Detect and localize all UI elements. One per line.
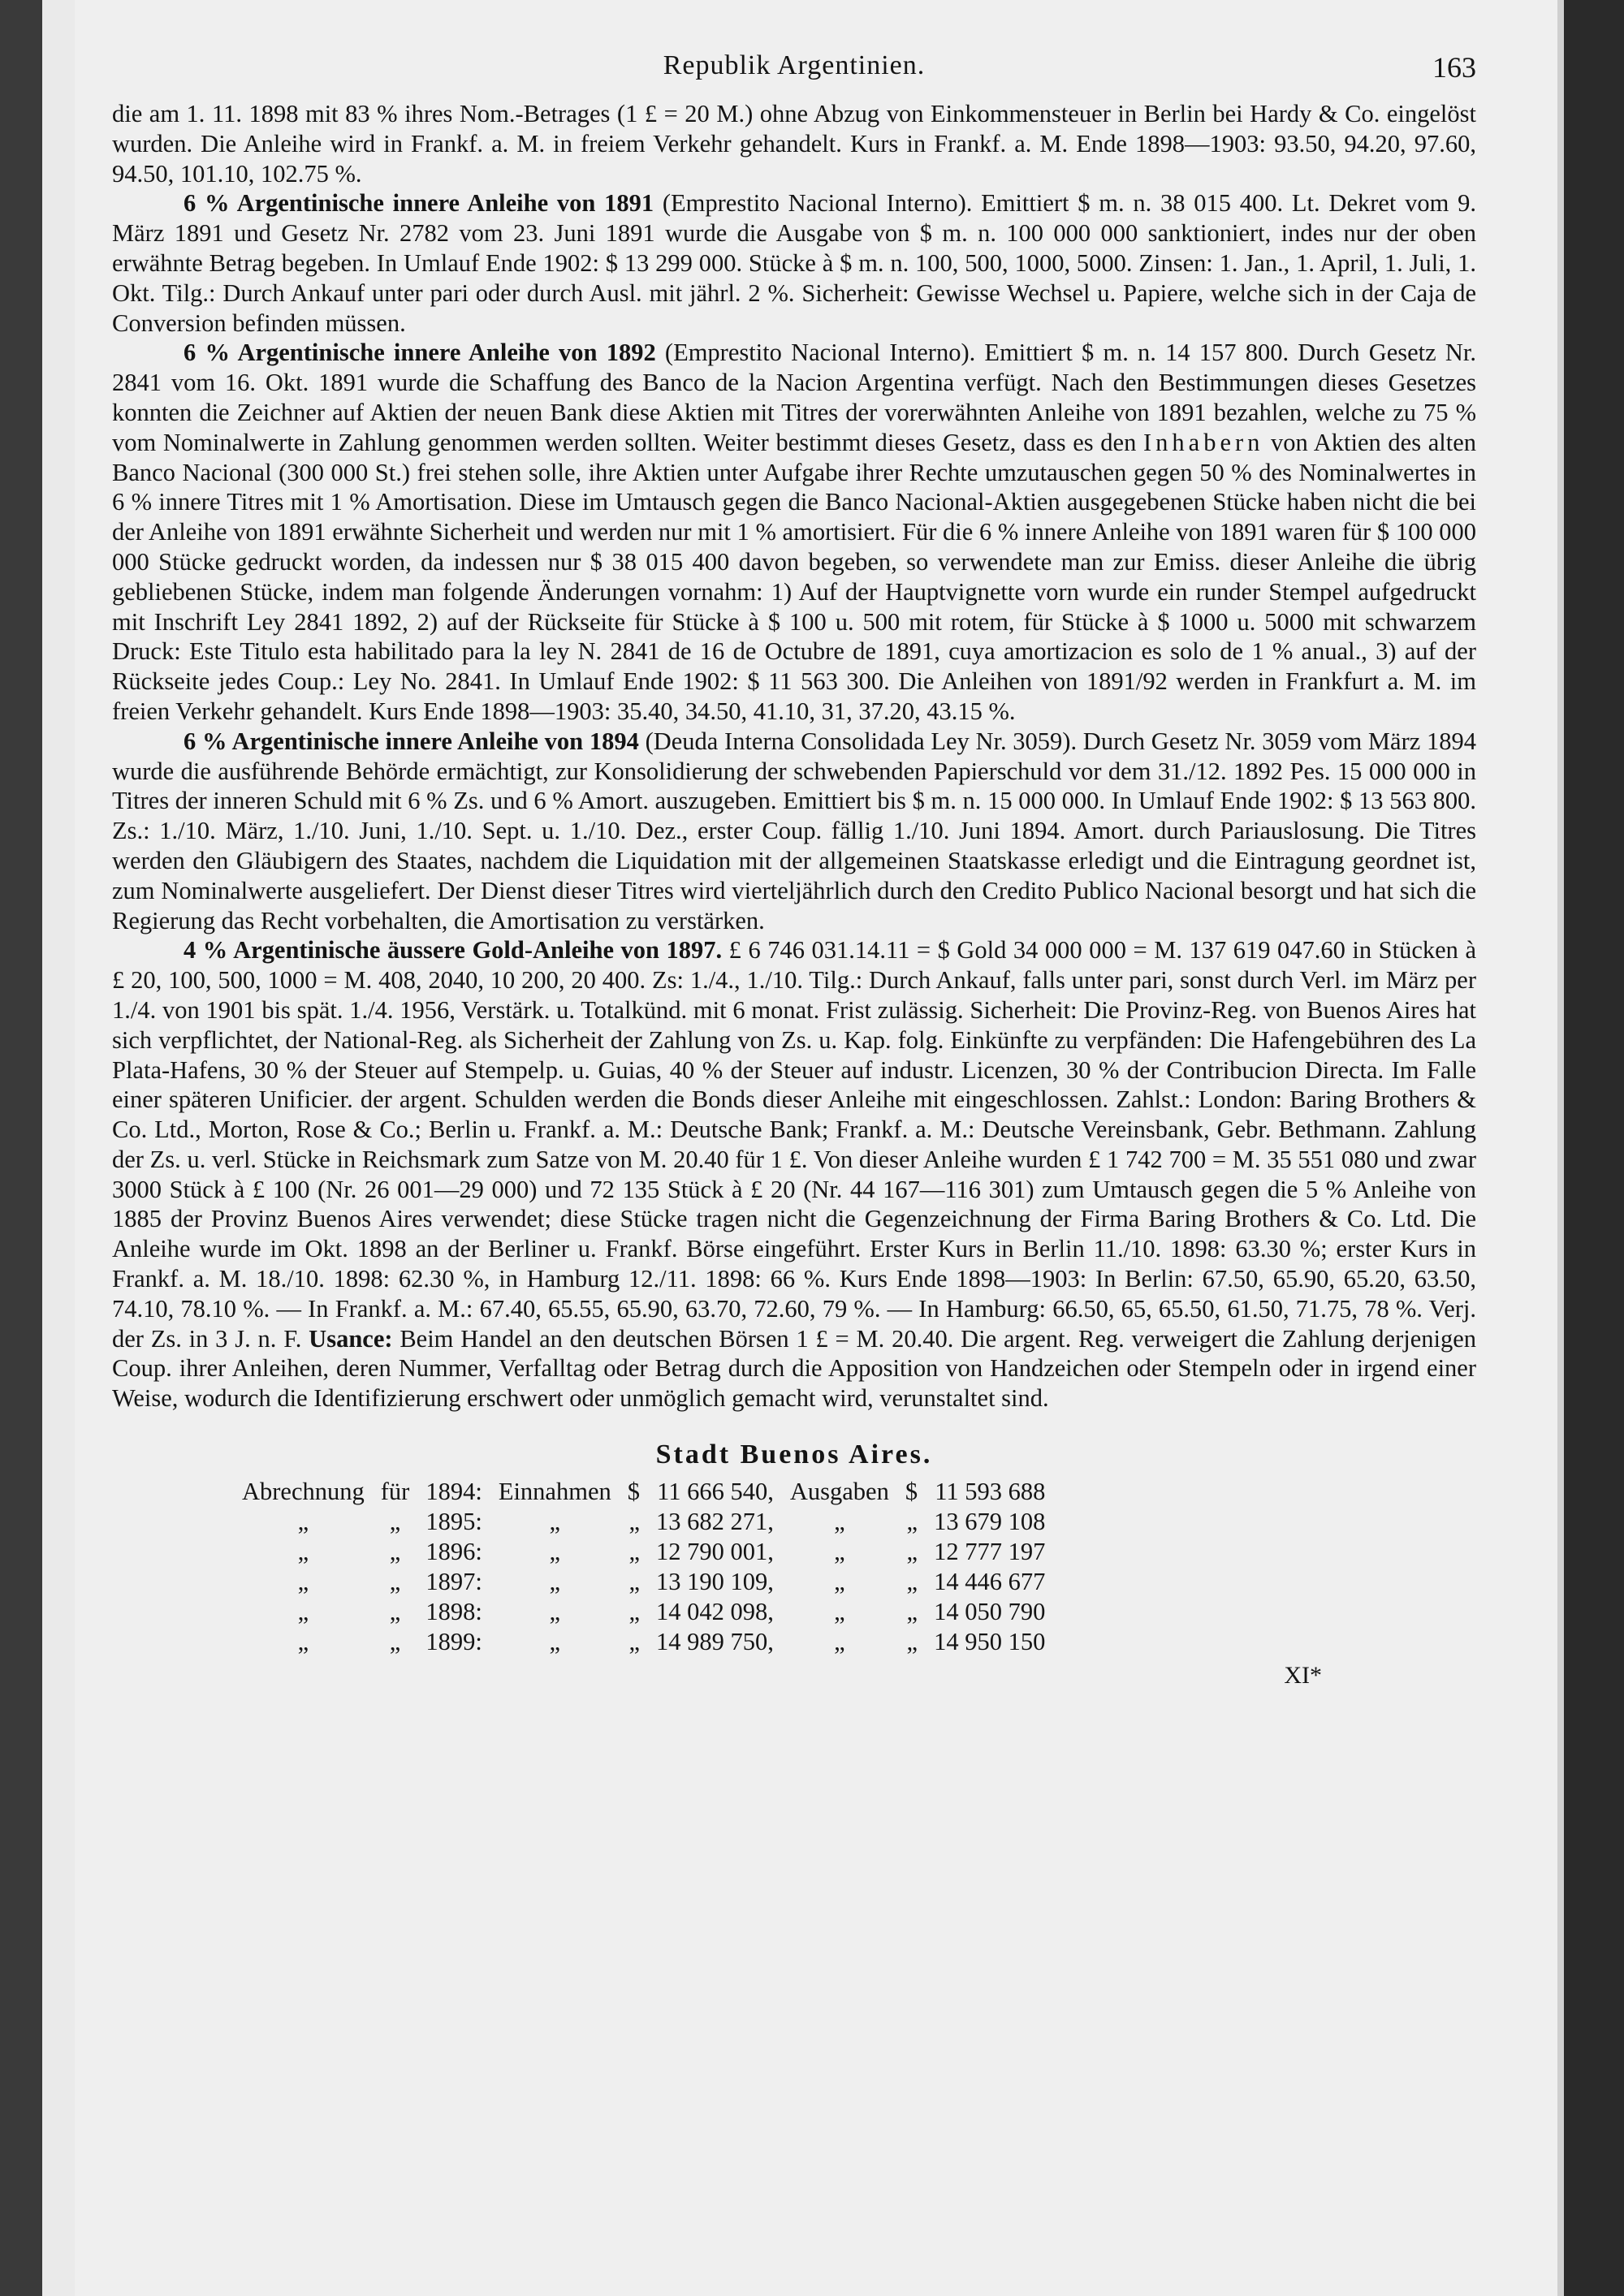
row-income-currency: „ <box>628 1508 640 1536</box>
row-expense-value: 13 679 108 <box>934 1508 1046 1536</box>
paragraph-loan-1891 <box>112 188 1476 338</box>
loan-1894-heading: 6 % Argentinische innere Anleihe von 1894 <box>184 727 639 755</box>
page-header <box>112 50 1476 99</box>
row-fuer: „ <box>389 1628 401 1656</box>
row-expense-value: 14 050 790 <box>934 1598 1046 1626</box>
usance-label: Usance: <box>309 1324 393 1353</box>
row-expense-label: „ <box>834 1508 845 1536</box>
scan-right-border <box>1564 0 1624 2296</box>
row-year: 1899: <box>425 1628 482 1656</box>
row-year: 1894: <box>425 1478 482 1506</box>
row-fuer: „ <box>389 1508 401 1536</box>
row-expense-label: „ <box>834 1538 845 1566</box>
loan-1892-heading: 6 % Argentinische innere Anleihe von 1892 <box>184 339 656 367</box>
document-page <box>75 0 1557 2296</box>
row-income-value: 13 682 271, <box>655 1508 774 1536</box>
budget-row <box>234 1567 1053 1597</box>
row-income-label: Einnahmen <box>498 1478 611 1506</box>
row-label: Abrechnung <box>242 1478 365 1506</box>
loan-1892-text-before: (Emprestito Nacional Interno). Emittiert $ m. n. 14 157 800. Durch Gesetz Nr. 2841 vom 16. Okt. 1891 wurde die Schaffung des Banco de la Nacion Argentina verfügt. Nach den Bestimmungen dieses Gesetzes konnten die Zeichner auf Aktien der neuen Bank diese Aktien mit Titres der vorerwähnten Anleihe von 1891 bezahlen, welche zu 75 % vom Nominalwerte in Zahlung genommen werden sollten. Weiter bestimmt dieses Gesetz, dass es den <box>112 339 1476 456</box>
row-income-value: 11 666 540, <box>657 1478 774 1506</box>
page-number: 163 <box>1432 51 1476 84</box>
row-expense-currency: „ <box>906 1538 918 1566</box>
paragraph-intro-text: die am 1. 11. 1898 mit 83 % ihres Nom.-Betrages (1 £ = 20 M.) ohne Abzug von Einkommensteuer in Berlin bei Hardy & Co. eingelöst wurden. Die Anleihe wird in Frankf. a. M. in freiem Verkehr gehandelt. Kurs in Frankf. a. M. Ende 1898—1903: 93.50, 94.20, 97.60, 94.50, 101.10, 102.75 %. <box>112 100 1476 188</box>
paragraph-loan-1897 <box>112 935 1476 1413</box>
budget-table <box>234 1477 1053 1657</box>
row-fuer: „ <box>389 1598 401 1626</box>
section-title-stadt-buenos-aires: Stadt Buenos Aires. <box>655 1439 933 1470</box>
row-expense-currency: „ <box>906 1598 918 1626</box>
row-expense-label: „ <box>834 1598 845 1626</box>
paragraph-loan-1894 <box>112 727 1476 936</box>
loan-1897-text-before: £ 6 746 031.14.11 = $ Gold 34 000 000 = M. 137 619 047.60 in Stücken à £ 20, 100, 500, 1000 = M. 408, 2040, 10 200, 20 400. Zs: 1./4., 1./10. Tilg.: Durch Ankauf, falls unter pari, sonst durch Verl. im März per 1./4. von 1901 bis spät. 1./4. 1956, Verstärk. u. Totalkünd. mit 6 monat. Frist zulässig. Sicherheit: Die Provinz-Reg. von Buenos Aires hat sich verpflichtet, der National-Reg. als Sicherheit der Zahlung von Zs. u. Kap. folg. Einkünfte zu verpfänden: Die Hafengebühren des La Plata-Hafens, 30 % der Steuer auf Stempelp. u. Guias, 40 % der Steuer auf industr. Licenzen, 30 % der Contribucion Directa. Im Falle einer späteren Unificier. der argent. Schulden werden die Bonds dieser Anleihe mit eingeschlossen. Zahlst.: London: Baring Brothers & Co. Ltd., Morton, Rose & Co.; Berlin u. Frankf. a. M.: Deutsche Bank; Frankf. a. M.: Deutsche Vereinsbank, Gebr. Bethmann. Zahlung der Zs. u. verl. Stücke in Reichsmark zum Satze von M. 20.40 für 1 £. Von dieser Anleihe wurden £ 1 742 700 = M. 35 551 080 und zwar 3000 Stück à £ 100 (Nr. 26 001—29 000) und 72 135 Stück à £ 20 (Nr. 44 167—116 301) zum Umtausch gegen die 5 % Anleihe von 1885 der Provinz Buenos Aires verwendet; diese Stücke tragen nicht die Gegenzeichnung der Firma Baring Brothers & Co. Ltd. Die Anleihe wurde im Okt. 1898 an der Berliner u. Frankf. Börse eingeführt. Erster Kurs in Berlin 11./10. 1898: 63.30 %; erster Kurs in Frankf. a. M. 18./10. 1898: 62.30 %, in Hamburg 12./11. 1898: 66 %. Kurs Ende 1898—1903: In Berlin: 67.50, 65.90, 65.20, 63.50, 74.10, 78.10 %. — In Frankf. a. M.: 67.40, 65.55, 65.90, 63.70, 72.60, 79 %. — In Hamburg: 66.50, 65, 65.50, 61.50, 71.75, 78 %. Verj. der Zs. in 3 J. n. F. <box>112 936 1476 1353</box>
budget-row <box>234 1597 1053 1627</box>
row-income-value: 13 190 109, <box>655 1568 774 1596</box>
row-fuer: „ <box>389 1538 401 1566</box>
row-income-currency: „ <box>628 1598 640 1626</box>
budget-table-body <box>234 1477 1053 1657</box>
row-expense-label: Ausgaben <box>789 1478 889 1506</box>
row-label: „ <box>297 1568 309 1596</box>
row-income-value: 12 790 001, <box>655 1538 774 1566</box>
budget-row <box>234 1477 1053 1507</box>
running-head: Republik Argentinien. <box>663 50 926 80</box>
row-income-currency: „ <box>628 1538 640 1566</box>
loan-1897-heading: 4 % Argentinische äussere Gold-Anleihe von 1897. <box>184 936 723 965</box>
row-expense-currency: „ <box>906 1568 918 1596</box>
paragraph-intro <box>112 99 1476 188</box>
row-expense-currency: „ <box>906 1628 918 1656</box>
row-year: 1897: <box>425 1568 482 1596</box>
row-label: „ <box>297 1628 309 1656</box>
paragraph-loan-1892 <box>112 338 1476 726</box>
scan-left-margin <box>42 0 75 2296</box>
scan-left-border <box>0 0 42 2296</box>
row-income-currency: „ <box>628 1568 640 1596</box>
loan-1892-text-after: von Aktien des alten Banco Nacional (300 000 St.) frei stehen solle, ihre Aktien unter Aufgabe ihrer Rechte umzutauschen gegen 50 % des Nominalwertes in 6 % innere Titres mit 1 % Amortisation. Diese im Umtausch gegen die Banco Nacional-Aktien ausgegebenen Stücke haben nicht die bei der Anleihe von 1891 erwähnte Sicherheit und werden nur mit 1 % amortisiert. Für die 6 % innere Anleihe von 1891 waren für $ 100 000 000 Stücke gedruckt worden, da indessen nur $ 38 015 400 davon begeben, so verwendete man zur Emiss. dieser Anleihe die übrig gebliebenen Stücke, indem man folgende Änderungen vornahm: 1) Auf der Hauptvignette vorn wurde ein runder Stempel aufgedruckt mit Inschrift Ley 2841 1892, 2) auf der Rückseite für Stücke à $ 100 u. 500 mit rotem, für Stücke à $ 1000 u. 5000 mit schwarzem Druck: Este Titulo esta habilitado para la ley N. 2841 de 16 de Octubre de 1891, cuya amortizacion es solo de 1 % anual., 3) auf der Rückseite jedes Coup.: Ley No. 2841. In Umlauf Ende 1902: $ 11 563 300. Die Anleihen von 1891/92 werden in Frankfurt a. M. im freien Verkehr gehandelt. Kurs Ende 1898—1903: 35.40, 34.50, 41.10, 31, 37.20, 43.15 %. <box>112 428 1477 725</box>
loan-1892-spaced-word: Inhabern <box>1143 428 1264 456</box>
row-label: „ <box>297 1538 309 1566</box>
row-income-currency: $ <box>627 1478 640 1506</box>
budget-row <box>234 1627 1053 1657</box>
row-income-label: „ <box>549 1508 561 1536</box>
row-expense-label: „ <box>834 1628 845 1656</box>
row-income-value: 14 989 750, <box>655 1628 774 1656</box>
row-expense-value: 12 777 197 <box>934 1538 1046 1566</box>
loan-1891-heading: 6 % Argentinische innere Anleihe von 1891 <box>184 189 654 218</box>
row-expense-currency: $ <box>905 1478 918 1506</box>
row-year: 1895: <box>425 1508 482 1536</box>
row-income-label: „ <box>549 1598 561 1626</box>
row-income-label: „ <box>549 1568 561 1596</box>
loan-1894-text: (Deuda Interna Consolidada Ley Nr. 3059). Durch Gesetz Nr. 3059 vom März 1894 wurde die ausführende Behörde ermächtigt, zur Konsolidierung der schwebenden Papierschuld vor dem 31./12. 1892 Pes. 15 000 000 in Titres der inneren Schuld mit 6 % Zs. und 6 % Amort. auszugeben. Emittiert bis $ m. n. 15 000 000. In Umlauf Ende 1902: $ 13 563 800. Zs.: 1./10. März, 1./10. Juni, 1./10. Sept. u. 1./10. Dez., erster Coup. fällig 1./10. Juni 1894. Amort. durch Pariauslosung. Die Titres werden den Gläubigern des Staates, nachdem die Liquidation mit der allgemeinen Staatskasse erledigt und die Eintragung geordnet ist, zum Nominalwerte ausgeliefert. Der Dienst dieser Titres wird vierteljährlich durch den Credito Publico Nacional besorgt und hat sich die Regierung das Recht vorbehalten, die Amortisation zu verstärken. <box>112 727 1476 934</box>
row-expense-label: „ <box>834 1568 845 1596</box>
scan-right-margin <box>1557 0 1564 2296</box>
row-label: „ <box>297 1508 309 1536</box>
row-fuer: für <box>380 1478 410 1506</box>
row-fuer: „ <box>389 1568 401 1596</box>
row-year: 1896: <box>425 1538 482 1566</box>
row-expense-currency: „ <box>906 1508 918 1536</box>
row-expense-value: 14 950 150 <box>934 1628 1046 1656</box>
budget-row <box>234 1507 1053 1537</box>
row-income-currency: „ <box>628 1628 640 1656</box>
signature-mark: XI* <box>1284 1662 1322 1690</box>
row-expense-value: 14 446 677 <box>934 1568 1046 1596</box>
row-income-label: „ <box>549 1538 561 1566</box>
row-expense-value: 11 593 688 <box>935 1478 1046 1506</box>
loan-1897-text-after: Beim Handel an den deutschen Börsen 1 £ = M. 20.40. Die argent. Reg. verweigert die Zahlung derjenigen Coup. ihrer Anleihen, deren Nummer, Verfalltag oder Betrag durch die Apposition von Handzeichen oder Stempeln oder in irgend einer Weise, wodurch die Identifizierung erschwert oder unmöglich gemacht wird, verunstaltet sind. <box>112 1324 1477 1413</box>
row-label: „ <box>297 1598 309 1626</box>
budget-row <box>234 1537 1053 1567</box>
loan-1891-text: (Emprestito Nacional Interno). Emittiert $ m. n. 38 015 400. Lt. Dekret vom 9. März 1891 und Gesetz Nr. 2782 vom 23. Juni 1891 wurde die Ausgabe von $ m. n. 100 000 000 sanktioniert, indes nur der oben erwähnte Betrag begeben. In Umlauf Ende 1902: $ 13 299 000. Stücke à $ m. n. 100, 500, 1000, 5000. Zinsen: 1. Jan., 1. April, 1. Juli, 1. Okt. Tilg.: Durch Ankauf unter pari oder durch Ausl. mit jährl. 2 %. Sicherheit: Gewisse Wechsel u. Papiere, welche sich in der Caja de Conversion befinden müssen. <box>112 189 1477 337</box>
row-income-label: „ <box>549 1628 561 1656</box>
row-income-value: 14 042 098, <box>655 1598 774 1626</box>
page-content <box>112 50 1476 1690</box>
row-year: 1898: <box>425 1598 482 1626</box>
